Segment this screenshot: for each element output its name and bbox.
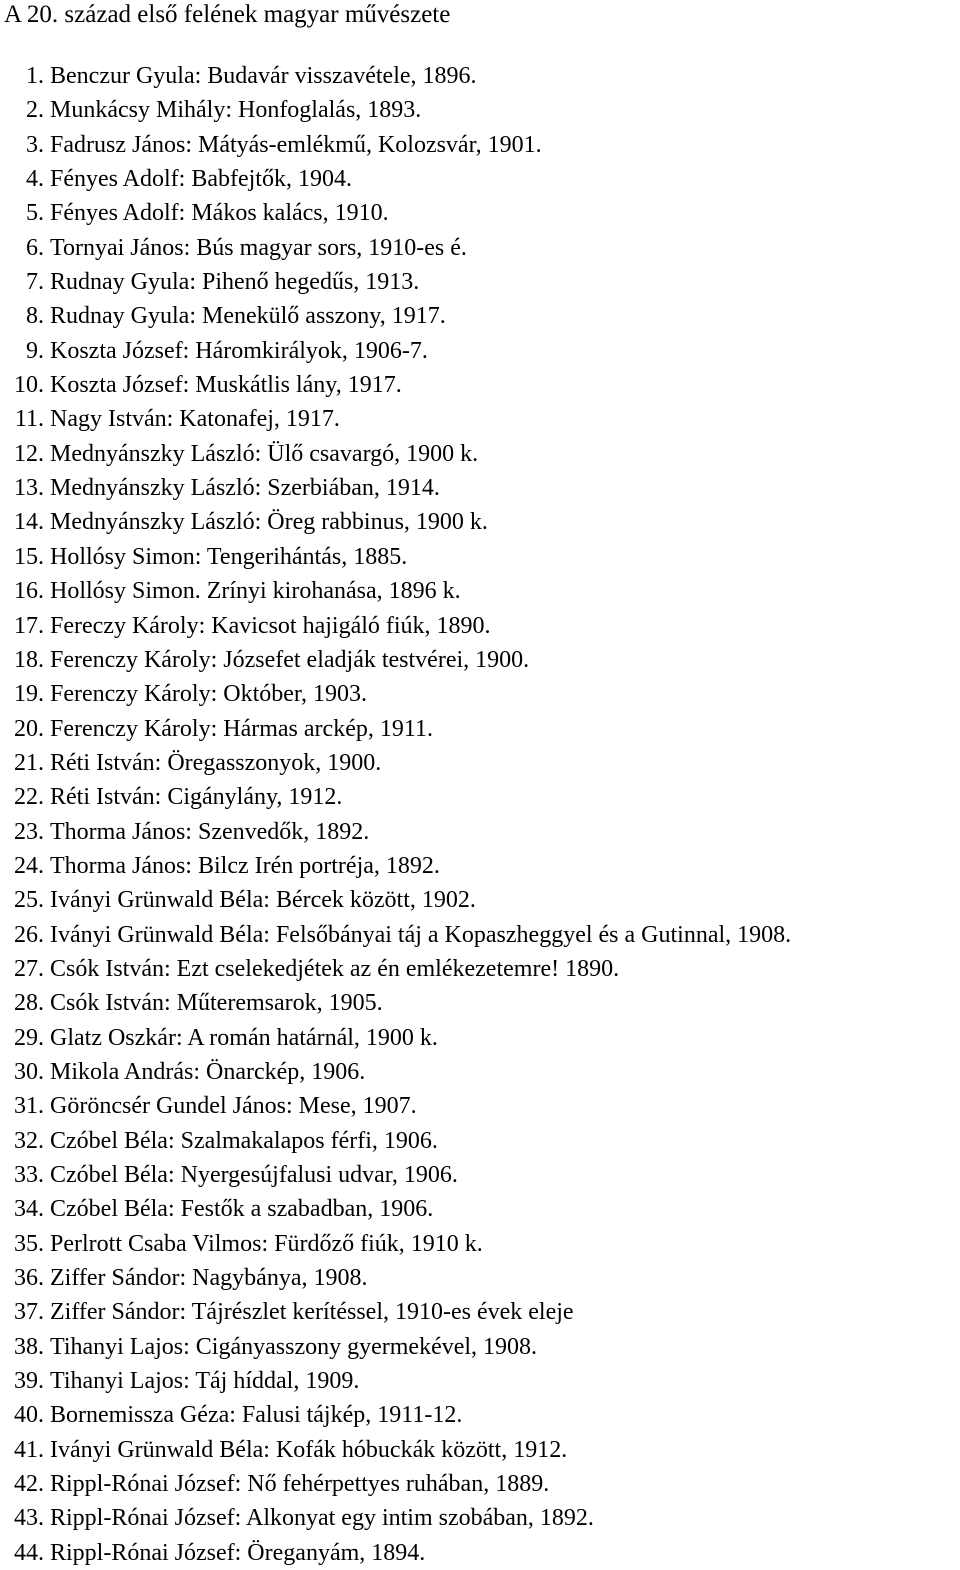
list-item [0,231,467,265]
list-item-text: Hollósy Simon. Zrínyi kirohanása, 1896 k. [50,578,461,605]
list-item [0,952,620,986]
list-item-number: 19. [14,681,44,708]
list-item-number: 28. [14,990,44,1017]
list-item-text: Czóbel Béla: Festők a szabadban, 1906. [50,1196,434,1223]
list-item-number: 33. [14,1162,44,1188]
list-item-text: Koszta József: Háromkirályok, 1906-7. [50,337,428,364]
list-item [0,986,383,1020]
list-item-text: Bornemissza Géza: Falusi tájkép, 1911-12. [50,1402,463,1429]
list-item-text: Rudnay Gyula: Menekülő asszony, 1917. [50,303,446,330]
list-item [0,1055,366,1089]
artwork-list [0,59,792,1570]
list-item-number: 18. [14,646,44,673]
list-item-text: Réti István: Öregasszonyok, 1900. [50,749,382,776]
list-item [0,471,440,505]
list-item-number: 3. [26,131,44,158]
list-item [0,265,420,299]
list-item-number: 10. [14,372,44,399]
list-item-number: 31. [14,1093,44,1120]
list-item [0,1124,438,1158]
list-item [0,609,491,643]
list-item-number: 37. [14,1299,44,1326]
list-item [0,128,542,162]
list-item-number: 13. [14,475,44,502]
list-item-text: Iványi Grünwald Béla: Kofák hóbuckák között, 1912. [50,1436,568,1463]
list-item-text: Fadrusz János: Mátyás-emlékmű, Kolozsvár, 1901. [50,131,542,158]
list-item-text: Csók István: Ezt cselekedjétek az én emlékezetemre! 1890. [50,955,620,982]
list-item [0,1021,438,1055]
list-item [0,1467,550,1501]
list-item [0,815,370,849]
list-item-text: Ferenczy Károly: Október, 1903. [50,681,367,708]
list-item-number: 7. [26,269,44,296]
list-item [0,780,343,814]
list-item [0,574,461,608]
list-item [0,1330,538,1364]
list-item [0,1501,594,1535]
list-item [0,918,792,952]
list-item-text: Mednyánszky László: Ülő csavargó, 1900 k. [50,440,479,467]
list-item [0,334,428,368]
list-item-number: 41. [14,1436,44,1463]
list-item-number: 24. [14,852,44,879]
list-item-number: 2. [26,97,44,124]
list-item-text: Mednyánszky László: Öreg rabbinus, 1900 k. [50,509,488,536]
list-item-text: Ferenczy Károly: Józsefet eladják testvérei, 1900. [50,646,530,673]
list-item-text: Ziffer Sándor: Tájrészlet kerítéssel, 1910-es évek eleje [50,1299,574,1326]
page-title: A 20. század első felének magyar művészete [4,1,451,28]
list-item [0,93,422,127]
list-item [0,505,488,539]
list-item [0,1192,434,1226]
list-item [0,883,476,917]
list-item-number: 16. [14,578,44,605]
list-item-number: 17. [14,612,44,639]
list-item-number: 27. [14,955,44,982]
list-item-number: 44. [14,1539,44,1566]
list-item-number: 39. [14,1368,44,1395]
list-item-text: Koszta József: Muskátlis lány, 1917. [50,372,402,399]
list-item-text: Rippl-Rónai József: Öreganyám, 1894. [50,1539,426,1566]
list-item-text: Benczur Gyula: Budavár visszavétele, 1896. [50,63,477,89]
list-item-text: Fényes Adolf: Mákos kalács, 1910. [50,200,389,227]
list-item-text: Tihanyi Lajos: Táj híddal, 1909. [50,1368,360,1395]
list-item-number: 34. [14,1196,44,1223]
list-item-text: Göröncsér Gundel János: Mese, 1907. [50,1093,417,1120]
list-item-text: Glatz Oszkár: A román határnál, 1900 k. [50,1024,438,1051]
list-item-text: Réti István: Cigánylány, 1912. [50,784,343,811]
list-item [0,1227,483,1261]
list-item [0,540,408,574]
list-item-text: Mikola András: Önarckép, 1906. [50,1058,366,1085]
list-item-text: Ferenczy Károly: Hármas arckép, 1911. [50,715,433,742]
list-item-text: Hollósy Simon: Tengerihántás, 1885. [50,543,408,570]
list-item-text: Rudnay Gyula: Pihenő hegedűs, 1913. [50,269,420,296]
list-item-number: 5. [26,200,44,227]
list-item-text: Perlrott Csaba Vilmos: Fürdőző fiúk, 1910 k. [50,1230,483,1257]
list-item [0,712,433,746]
list-item-text: Tornyai János: Bús magyar sors, 1910-es é. [50,234,467,261]
list-item-number: 11. [14,406,44,433]
list-item-text: Csók István: Műteremsarok, 1905. [50,990,383,1017]
list-item [0,1158,458,1192]
list-item [0,196,389,230]
list-item-number: 40. [14,1402,44,1429]
list-item-number: 43. [14,1505,44,1532]
list-item-text: Czóbel Béla: Nyergesújfalusi udvar, 1906. [50,1162,458,1188]
list-item-number: 15. [14,543,44,570]
list-item-text: Fereczy Károly: Kavicsot hajigáló fiúk, 1890. [50,612,491,639]
list-item-number: 9. [26,337,44,364]
list-item [0,299,446,333]
list-item [0,849,440,883]
list-item-number: 42. [14,1471,44,1498]
list-item-number: 30. [14,1058,44,1085]
list-item-number: 26. [14,921,44,948]
list-item [0,402,340,436]
list-item [0,437,479,471]
list-item-number: 35. [14,1230,44,1257]
list-item-text: Thorma János: Szenvedők, 1892. [50,818,370,845]
list-item-text: Ziffer Sándor: Nagybánya, 1908. [50,1265,368,1292]
list-item-number: 6. [26,234,44,261]
list-item-number: 14. [14,509,44,536]
list-item [0,677,367,711]
list-item-number: 38. [14,1333,44,1360]
list-item-text: Thorma János: Bilcz Irén portréja, 1892. [50,852,440,879]
list-item-number: 8. [26,303,44,330]
list-item-text: Rippl-Rónai József: Nő fehérpettyes ruhában, 1889. [50,1471,550,1498]
list-item-text: Tihanyi Lajos: Cigányasszony gyermekével, 1908. [50,1333,538,1360]
list-item [0,746,382,780]
list-item-text: Nagy István: Katonafej, 1917. [50,406,340,433]
list-item [0,643,530,677]
list-item-number: 36. [14,1265,44,1292]
list-item-number: 25. [14,887,44,914]
list-item-text: Fényes Adolf: Babfejtők, 1904. [50,166,352,193]
list-item-text: Czóbel Béla: Szalmakalapos férfi, 1906. [50,1127,438,1154]
list-item-number: 23. [14,818,44,845]
list-item-number: 1. [26,63,44,89]
list-item-text: Iványi Grünwald Béla: Bércek között, 1902. [50,887,476,914]
list-item-text: Mednyánszky László: Szerbiában, 1914. [50,475,440,502]
list-item-number: 21. [14,749,44,776]
list-item [0,1089,417,1123]
list-item [0,1364,360,1398]
list-item [0,368,402,402]
list-item [0,1433,568,1467]
list-item-number: 22. [14,784,44,811]
list-item-number: 4. [26,166,44,193]
list-item-number: 29. [14,1024,44,1051]
list-item-number: 12. [14,440,44,467]
list-item-number: 32. [14,1127,44,1154]
list-item [0,1398,463,1432]
list-item-text: Rippl-Rónai József: Alkonyat egy intim szobában, 1892. [50,1505,594,1532]
list-item [0,1536,426,1570]
list-item-text: Iványi Grünwald Béla: Felsőbányai táj a Kopaszheggyel és a Gutinnal, 1908. [50,921,792,948]
list-item-number: 20. [14,715,44,742]
list-item [0,59,477,93]
list-item-text: Munkácsy Mihály: Honfoglalás, 1893. [50,97,422,124]
list-item [0,162,352,196]
list-item [0,1261,368,1295]
list-item [0,1295,574,1329]
